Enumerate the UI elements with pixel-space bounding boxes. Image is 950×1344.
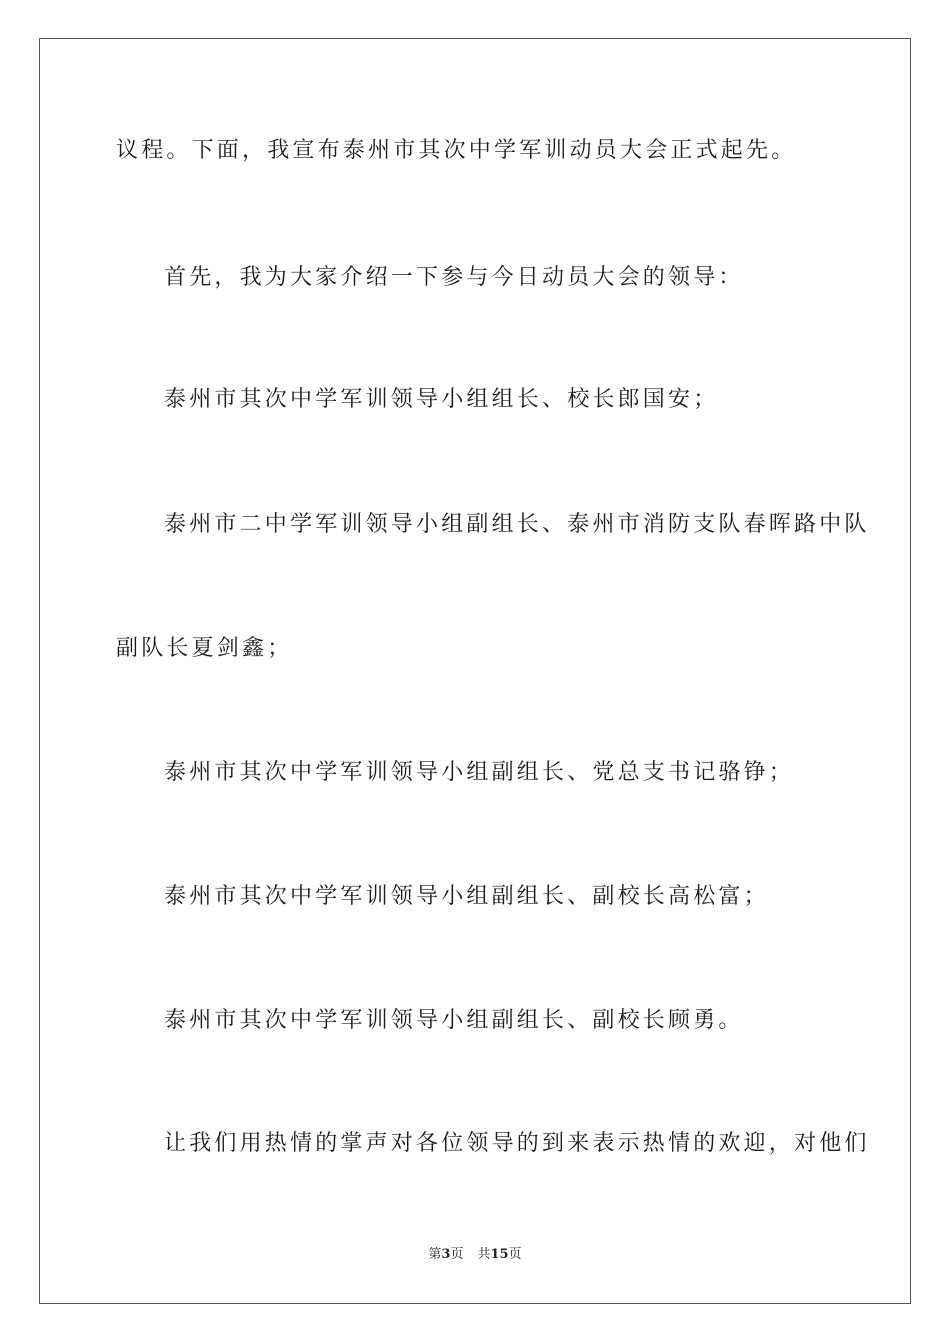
body-line-9: 让我们用热情的掌声对各位领导的到来表示热情的欢迎，对他们 xyxy=(164,1131,870,1156)
footer-total-prefix: 共 xyxy=(477,1247,491,1262)
body-line-6: 泰州市其次中学军训领导小组副组长、党总支书记骆铮； xyxy=(164,760,795,785)
page-frame xyxy=(39,38,911,1304)
body-line-4: 泰州市二中学军训领导小组副组长、泰州市消防支队春晖路中队 xyxy=(164,512,870,537)
footer-page-prefix: 第 xyxy=(428,1247,442,1262)
body-line-2: 首先，我为大家介绍一下参与今日动员大会的领导： xyxy=(164,265,744,290)
body-line-3: 泰州市其次中学军训领导小组组长、校长郎国安； xyxy=(164,387,719,412)
footer-total-suffix: 页 xyxy=(508,1247,522,1262)
body-line-8: 泰州市其次中学军训领导小组副组长、副校长顾勇。 xyxy=(164,1008,744,1033)
body-line-7: 泰州市其次中学军训领导小组副组长、副校长高松富； xyxy=(164,884,769,909)
page-footer xyxy=(0,1246,950,1264)
footer-total-pages: 15 xyxy=(490,1247,509,1262)
body-line-5: 副队长夏剑鑫； xyxy=(116,636,293,661)
footer-page-suffix: 页 xyxy=(450,1247,464,1262)
body-line-1: 议程。下面，我宣布泰州市其次中学军训动员大会正式起先。 xyxy=(116,138,797,163)
footer-current-page: 3 xyxy=(441,1247,451,1262)
